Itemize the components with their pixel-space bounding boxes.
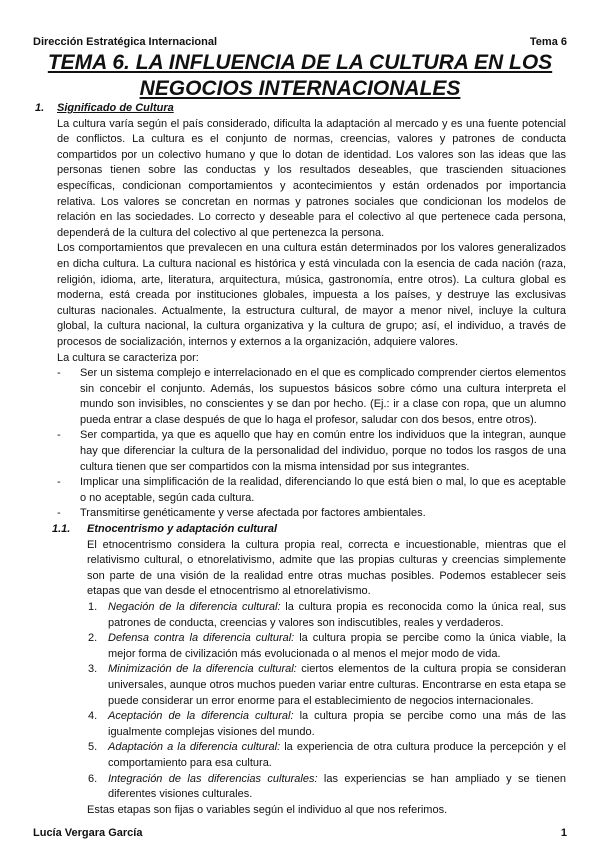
subsection-heading: [52, 522, 566, 538]
page-footer: [33, 827, 567, 839]
header-topic: Tema 6: [529, 36, 567, 48]
list-item: [57, 366, 566, 428]
title-line-2: NEGOCIOS INTERNACIONALES: [139, 77, 461, 100]
stage-text: la experiencia de otra cultura produce la percepción y el comportamiento para esa cultura.: [108, 741, 566, 769]
stage-term: Defensa contra la diferencia cultural:: [108, 632, 295, 645]
list-item-text: Implicar una simplificación de la realidad, diferenciando lo que está bien o mal, lo que es aceptable o no aceptable, según cada cultura.: [80, 476, 566, 504]
stage-item: [87, 600, 566, 631]
stage-item: [87, 709, 566, 740]
list-item: [57, 506, 566, 522]
list-item-text: Ser compartida, ya que es aquello que hay en común entre los individuos que la integran, aunque hay que diferenciar la cultura de la personalidad del individuo, porque no todos los rasgos de una cultura tienen que ser compartidos con la misma intensidad por sus integrantes.: [80, 429, 566, 473]
stage-text: ciertos elementos de la cultura propia se consideran universales, aunque otros muchos pueden variar entre culturas. Encontrarse en esta etapa se puede considerar un error enorme para el establecimiento de negocios internacionales.: [108, 663, 566, 707]
stage-text: las experiencias se han ampliado y se tienen diferentes visiones culturales.: [108, 772, 566, 801]
list-item-text: Ser un sistema complejo e interrelacionado en el que es complicado comprender ciertos elementos sin concebir el conjunto. Además, los supuestos básicos sobre cómo una cultura interpreta el mundo son invisibles, no conscientes y se dan por hecho. (Ej.: ir a clase con ropa, que un alumno pueda entrar a clase después de que lo haga el profesor, saludar con dos besos, entre otros).: [80, 367, 566, 426]
stage-term: Integración de las diferencias culturales:: [108, 772, 318, 785]
stage-text: la cultura propia se percibe como una más de las igualmente complejas visiones del mundo.: [108, 710, 566, 738]
paragraph: La cultura varía según el país considerado, dificulta la adaptación al mercado y es una fuente potencial de conflictos. La cultura es el conjunto de normas, creencias, valores y patrones de conducta compartidos por un colectivo humano y que lo dotan de identidad. Los valores son las ideas que las personas tienen sobre las conductas y los resultados deseables, que trascienden situaciones específicas, condicionan comportamientos y acontecimientos y están ordenados por importancia relativa. Los valores se concretan en normas y patrones sociales que condicionan los modelos de relación en las sociedades. Lo correcto y deseable para el colectivo al que pertenece cada persona, dependerá de la cultura del colectivo al que pertenezca la persona.: [57, 117, 566, 239]
list-item: [57, 475, 566, 506]
bullet-dash: -: [57, 476, 61, 489]
paragraph: Los comportamientos que prevalecen en una cultura están determinados por los valores generalizados en dicha cultura. La cultura nacional es histórica y está vinculada con la esencia de cada nación (raza, religión, idioma, arte, literatura, arquitectura, música, gastronomía, entre otros). La cultura global es moderna, está creada por instituciones globales, impuesta a los países, y destruye las exclusivas culturas nacionales. Actualmente, la estructura cultural, de mayor a menor nivel, incluye la cultura global, la cultura nacional, la cultura organizativa y la cultura de grupo; así, el individuo, a través de procesos de socialización, internos y externos a la organización, adquiere valores.: [57, 242, 566, 348]
page-header: [33, 36, 567, 48]
bullet-dash: -: [57, 429, 61, 442]
list-item: [57, 428, 566, 475]
page-number: 1: [560, 827, 567, 839]
bullet-dash: -: [57, 507, 61, 520]
subsection-title: Etnocentrismo y adaptación cultural: [87, 523, 278, 536]
stage-term: Aceptación de la diferencia cultural:: [108, 710, 294, 723]
list-item-text: Transmitirse genéticamente y verse afectada por factores ambientales.: [80, 507, 426, 520]
stage-text: la cultura propia se percibe como la única viable, la mejor forma de civilización más evolucionada o al menos el mejor modo de vida.: [108, 632, 566, 660]
stage-term: Minimización de la diferencia cultural:: [108, 663, 297, 676]
stage-term: Adaptación a la diferencia cultural:: [108, 741, 281, 754]
paragraph: La cultura se caracteriza por:: [57, 351, 199, 364]
stage-item: [87, 631, 566, 662]
title-line-1: TEMA 6. LA INFLUENCIA DE LA CULTURA EN LOS: [47, 51, 553, 74]
stage-number: 2.: [88, 632, 98, 645]
paragraph: El etnocentrismo considera la cultura propia real, correcta e incuestionable, mientras que el relativismo cultural, o etnorelativismo, admite que las propias culturas y creencias simplemente son parte de una visión de la realidad entre otras muchas posibles. Podemos establecer seis etapas que van desde el etnocentrismo al etnorelativismo.: [87, 538, 566, 598]
header-course: Dirección Estratégica Internacional: [33, 36, 218, 48]
closing-paragraph: Estas etapas son fijas o variables según el individuo al que nos referimos.: [87, 803, 448, 816]
section-title: Significado de Cultura: [57, 102, 174, 114]
section-number: 1.: [35, 102, 45, 114]
bullet-dash: -: [57, 367, 61, 380]
stage-number: 1.: [88, 601, 98, 613]
stage-number: 5.: [88, 741, 98, 754]
stage-number: 3.: [88, 663, 98, 676]
stage-item: [87, 740, 566, 771]
stage-term: Negación de la diferencia cultural:: [108, 601, 281, 613]
stage-number: 6.: [88, 772, 98, 785]
stage-item: [87, 772, 566, 803]
document-body: [35, 101, 566, 818]
footer-author: Lucía Vergara García: [33, 827, 143, 839]
stage-item: [87, 662, 566, 709]
subsection-number: 1.1.: [52, 523, 71, 536]
stage-number: 4.: [88, 710, 98, 723]
stage-text: la cultura propia es reconocida como la única real, sus patrones de conducta, creencias y valores son indiscutibles, reales y verdaderos.: [108, 601, 566, 629]
page-title: [40, 50, 560, 102]
section-heading: [35, 101, 566, 117]
